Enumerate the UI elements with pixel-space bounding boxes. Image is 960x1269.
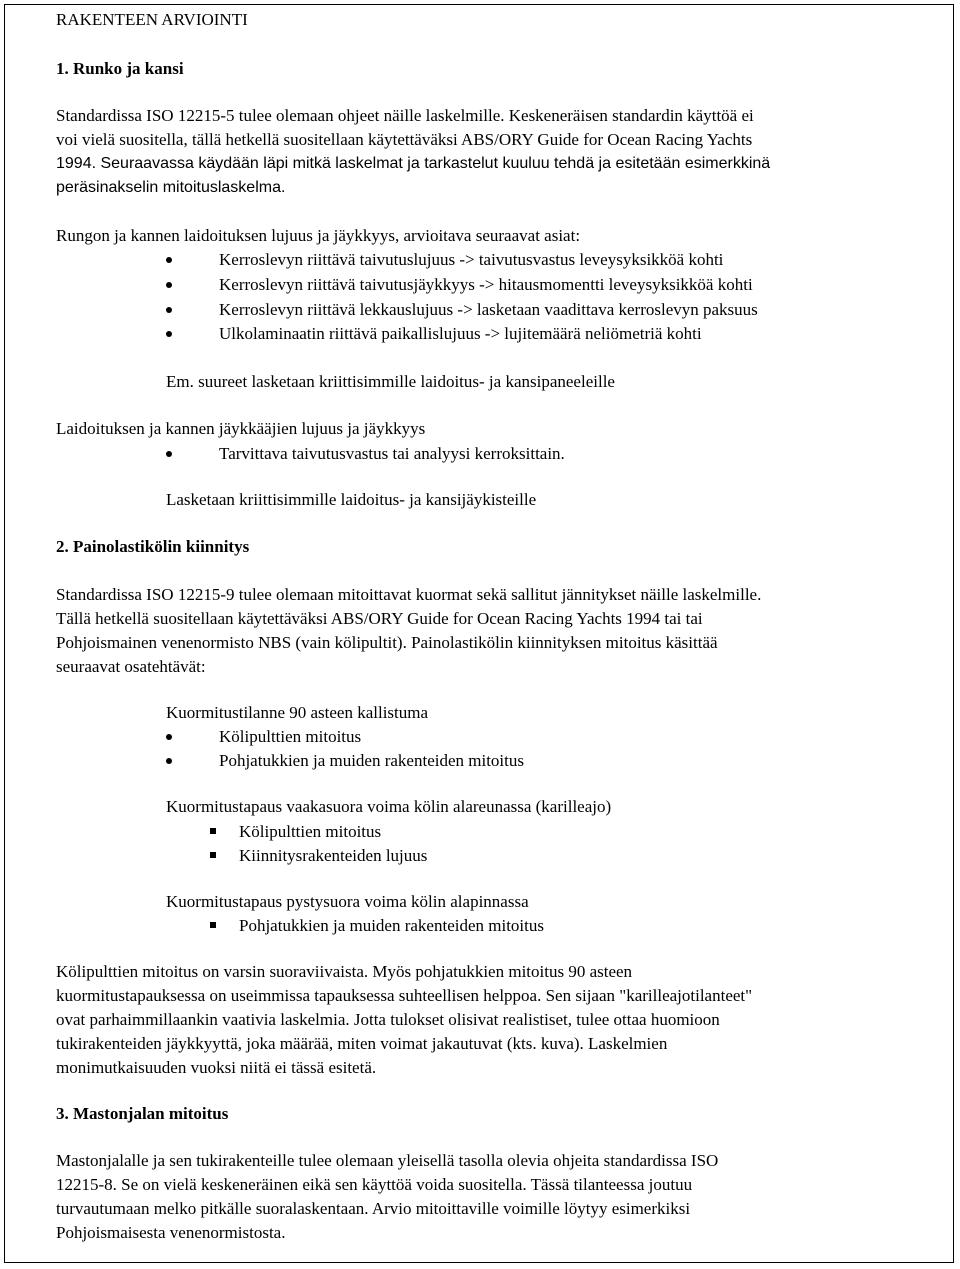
s2-paragraph-line-1: Standardissa ISO 12215-9 tulee olemaan mitoittavat kuormat sekä sallitut jännitykset näille laskelmille. <box>56 585 762 604</box>
s2-conclusion-line-2: kuormitustapauksessa on useimmissa tapauksessa suhteellisen helppoa. Sen sijaan "karilleajotilanteet" <box>56 986 753 1005</box>
square-bullet <box>210 828 216 834</box>
s1-stiffener-note: Lasketaan kriittisimmille laidoitus- ja kansijäykisteille <box>166 490 537 509</box>
s3-paragraph-line-4: Pohjoismaisesta venenormistosta. <box>56 1223 286 1242</box>
s2-case-1-title: Kuormitustilanne 90 asteen kallistuma <box>166 703 429 722</box>
s3-paragraph-line-1: Mastonjalalle ja sen tukirakenteille tulee olemaan yleisellä tasolla olevia ohjeita standardissa ISO <box>56 1151 719 1170</box>
s1-bullet-2: Kerroslevyn riittävä taivutusjäykkyys -> hitausmomentti leveysyksikköä kohti <box>219 275 753 294</box>
s2-paragraph-line-3: Pohjoismainen venenormisto NBS (vain kölipultit). Painolastikölin kiinnityksen mitoitus käsittää <box>56 633 718 652</box>
s1-paragraph-line-2: voi vielä suositella, tällä hetkellä suositellaan käytettäväksi ABS/ORY Guide for Ocean Racing Yachts <box>56 130 753 149</box>
s3-paragraph-line-3: turvautumaan melko pitkälle suoralaskentaan. Arvio mitoittaville voimille löytyy esimerkiksi <box>56 1199 691 1218</box>
bullet-dot <box>166 451 172 457</box>
s2-paragraph-line-2: Tällä hetkellä suositellaan käytettäväksi ABS/ORY Guide for Ocean Racing Yachts 1994 tai tai <box>56 609 703 628</box>
s1-bullet-1: Kerroslevyn riittävä taivutuslujuus -> taivutusvastus leveysyksikköä kohti <box>219 250 724 269</box>
s2-case-1-item-2: Pohjatukkien ja muiden rakenteiden mitoitus <box>219 751 524 770</box>
s1-paragraph-line-1: Standardissa ISO 12215-5 tulee olemaan ohjeet näille laskelmille. Keskeneräisen standardin käyttöä ei <box>56 106 754 125</box>
s2-paragraph-line-4: seuraavat osatehtävät: <box>56 657 206 676</box>
s2-case-3-title: Kuormitustapaus pystysuora voima kölin alapinnassa <box>166 892 529 911</box>
s2-case-2-title: Kuormitustapaus vaakasuora voima kölin alareunassa (karilleajo) <box>166 797 612 816</box>
section-3-heading: 3. Mastonjalan mitoitus <box>56 1104 229 1123</box>
s2-case-3-item-1: Pohjatukkien ja muiden rakenteiden mitoitus <box>239 916 544 935</box>
s1-stiffener-bullet: Tarvittava taivutusvastus tai analyysi kerroksittain. <box>219 444 565 463</box>
s3-paragraph-line-2: 12215-8. Se on vielä keskeneräinen eikä sen käyttöä voida suositella. Tässä tilanteessa joutuu <box>56 1175 693 1194</box>
s1-bullet-4: Ulkolaminaatin riittävä paikallislujuus -> lujitemäärä neliömetriä kohti <box>219 324 702 343</box>
bullet-dot <box>166 331 172 337</box>
square-bullet <box>210 852 216 858</box>
s1-list-intro: Rungon ja kannen laidoituksen lujuus ja jäykkyys, arvioitava seuraavat asiat: <box>56 226 581 245</box>
s2-case-2-item-2: Kiinnitysrakenteiden lujuus <box>239 846 428 865</box>
s1-stiffener-heading: Laidoituksen ja kannen jäykkääjien lujuus ja jäykkyys <box>56 419 426 438</box>
s2-conclusion-line-5: monimutkaisuuden vuoksi niitä ei tässä esitetä. <box>56 1058 377 1077</box>
s2-case-1-item-1: Kölipulttien mitoitus <box>219 727 362 746</box>
s1-em-line: Em. suureet lasketaan kriittisimmille laidoitus- ja kansipaneeleille <box>166 372 615 391</box>
document-title: RAKENTEEN ARVIOINTI <box>56 10 248 29</box>
s1-bullet-3: Kerroslevyn riittävä lekkauslujuus -> lasketaan vaadittava kerroslevyn paksuus <box>219 300 758 319</box>
bullet-dot <box>166 307 172 313</box>
section-1-heading: 1. Runko ja kansi <box>56 59 184 78</box>
s2-conclusion-line-1: Kölipulttien mitoitus on varsin suoraviivaista. Myös pohjatukkien mitoitus 90 asteen <box>56 962 633 981</box>
s2-conclusion-line-4: tukirakenteiden jäykkyyttä, joka määrää, miten voimat jakautuvat (kts. kuva). Laskelmien <box>56 1034 668 1053</box>
bullet-dot <box>166 282 172 288</box>
square-bullet <box>210 922 216 928</box>
s2-case-2-item-1: Kölipulttien mitoitus <box>239 822 382 841</box>
bullet-dot <box>166 734 172 740</box>
s2-conclusion-line-3: ovat parhaimmillaankin vaativia laskelmia. Jotta tulokset olisivat realistiset, tulee ottaa huomioon <box>56 1010 720 1029</box>
bullet-dot <box>166 257 172 263</box>
bullet-dot <box>166 758 172 764</box>
s1-paragraph-line-3: 1994. Seuraavassa käydään läpi mitkä laskelmat ja tarkastelut kuuluu tehdä ja esitetään esimerkkinä <box>56 155 771 172</box>
section-2-heading: 2. Painolastikölin kiinnitys <box>56 537 250 556</box>
s1-paragraph-line-4: peräsinakselin mitoituslaskelma. <box>56 179 286 196</box>
